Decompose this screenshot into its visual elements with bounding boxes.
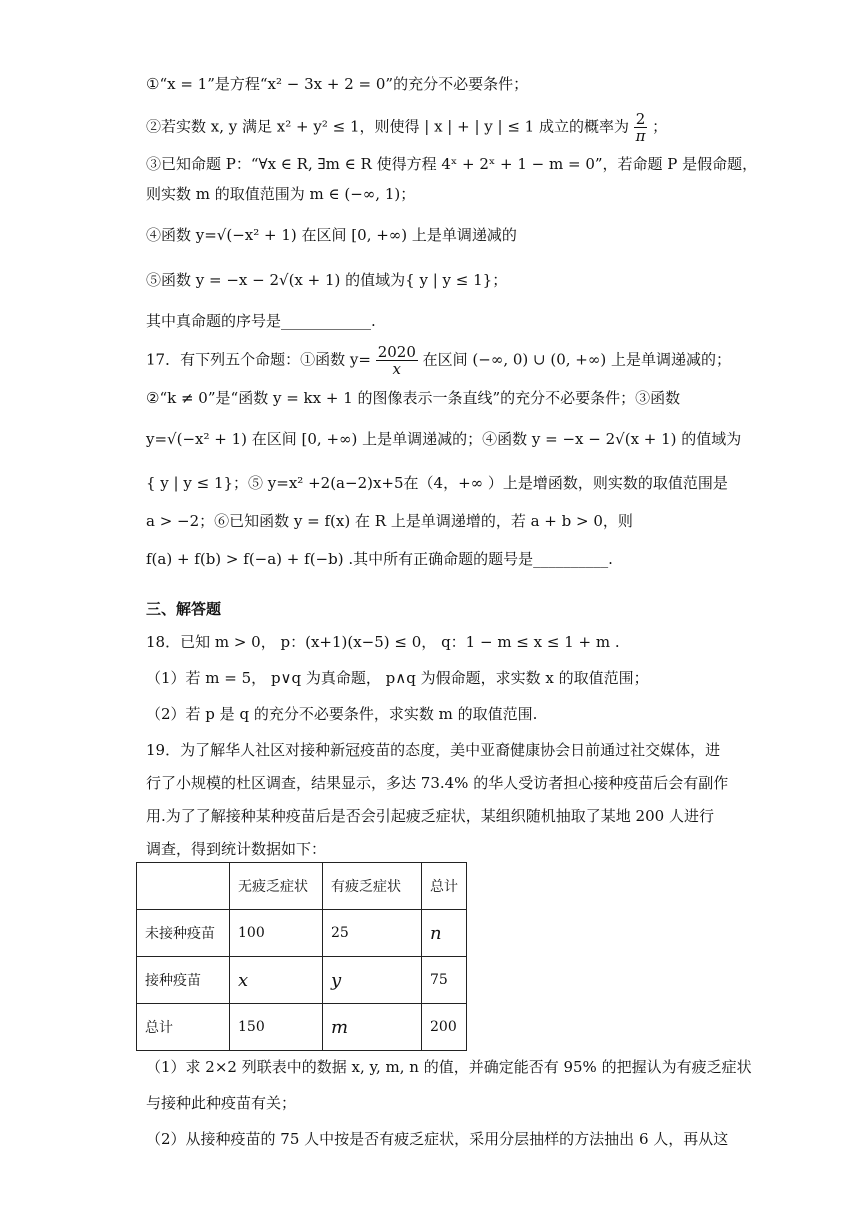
statistics-table <box>136 862 467 1051</box>
p19-q2: （2）从接种疫苗的 75 人中按是否有疲乏症状，采用分层抽样的方法抽出 6 人，再从这 <box>146 1130 729 1148</box>
fraction-denominator: x <box>392 360 402 378</box>
table-cell: m <box>323 1004 422 1051</box>
p16-item-5: ⑤函数 y = −x − 2√(x + 1) 的值域为{ y | y ≤ 1}； <box>146 271 508 289</box>
table-header-cell: 无疲乏症状 <box>230 863 323 910</box>
p16-item-2-end: ； <box>652 117 668 136</box>
p17-fraction <box>376 344 418 377</box>
p16-item-3b: 则实数 m 的取值范围为 m ∈ (−∞, 1)； <box>146 185 416 203</box>
fraction-numerator: 2 <box>635 110 646 128</box>
table-cell: 接种疫苗 <box>137 957 230 1004</box>
p19-q1-line-2: 与接种此种疫苗有关； <box>146 1094 297 1112</box>
table-cell: 75 <box>422 957 467 1004</box>
table-header-cell: 总计 <box>422 863 467 910</box>
p16-item-3a: ③已知命题 P：“∀x ∈ R, ∃m ∈ R 使得方程 4ˣ + 2ˣ + 1 − m = 0”，若命题 P 是假命题， <box>146 155 758 173</box>
section-heading: 三、解答题 <box>146 600 222 618</box>
p17-line-3: y=√(−x² + 1) 在区间 [0, +∞) 上是单调递减的；④函数 y = −x − 2√(x + 1) 的值域为 <box>146 430 742 448</box>
p18-stem: 18．已知 m > 0， p：(x+1)(x−5) ≤ 0， q：1 − m ≤ x ≤ 1 + m . <box>146 633 620 651</box>
table-row <box>137 1004 467 1051</box>
table-cell: 200 <box>422 1004 467 1051</box>
table-row <box>137 957 467 1004</box>
p17-line-2: ②“k ≠ 0”是“函数 y = kx + 1 的图像表示一条直线”的充分不必要条件；③函数 <box>146 389 681 407</box>
p19-line-4: 调查，得到统计数据如下： <box>146 840 327 858</box>
table-cell: x <box>230 957 323 1004</box>
fraction-numerator: 2020 <box>377 343 416 361</box>
table-cell: 150 <box>230 1004 323 1051</box>
p19-line-2: 行了小规模的杜区调查，结果显示，多达 73.4% 的华人受访者担心接种疫苗后会有副作 <box>146 774 729 792</box>
p17-line-5: a > −2；⑥已知函数 y = f(x) 在 R 上是单调递增的，若 a + b > 0，则 <box>146 512 633 530</box>
p17-line-4: { y | y ≤ 1}；⑤ y=x² +2(a−2)x+5在（4，+∞ ）上是增函数，则实数的取值范围是 <box>146 474 728 492</box>
p16-item-4: ④函数 y=√(−x² + 1) 在区间 [0, +∞) 上是单调递减的 <box>146 226 517 244</box>
table-row <box>137 910 467 957</box>
p17-line-1-end: 在区间 (−∞, 0) ∪ (0, +∞) 上是单调递减的； <box>422 350 731 369</box>
p18-part-2: （2）若 p 是 q 的充分不必要条件，求实数 m 的取值范围. <box>146 705 538 723</box>
table-header-cell: 有疲乏症状 <box>323 863 422 910</box>
table-cell: 25 <box>323 910 422 957</box>
p17-line-6: f(a) + f(b) > f(−a) + f(−b) .其中所有正确命题的题号是__________. <box>146 550 613 568</box>
p19-line-1: 19．为了解华人社区对接种新冠疫苗的态度，美中亚裔健康协会日前通过社交媒体，进 <box>146 741 721 759</box>
p16-item-1: ①“x = 1”是方程“x² − 3x + 2 = 0”的充分不必要条件； <box>146 75 529 93</box>
fraction-denominator: π <box>635 127 646 145</box>
p19-line-3: 用.为了了解接种某种疫苗后是否会引起疲乏症状，某组织随机抽取了某地 200 人进行 <box>146 807 714 825</box>
p17-line-1 <box>146 344 731 377</box>
p19-q1-line-1: （1）求 2×2 列联表中的数据 x, y, m, n 的值，并确定能否有 95% 的把握认为有疲乏症状 <box>146 1058 752 1076</box>
table-cell: 未接种疫苗 <box>137 910 230 957</box>
p16-item-2 <box>146 111 667 144</box>
table-cell: n <box>422 910 467 957</box>
table-header-cell <box>137 863 230 910</box>
p16-item-2-text: ②若实数 x, y 满足 x² + y² ≤ 1，则使得 | x | + | y | ≤ 1 成立的概率为 <box>146 117 629 136</box>
table-cell: y <box>323 957 422 1004</box>
p16-item-2-fraction <box>634 111 648 144</box>
table-cell: 100 <box>230 910 323 957</box>
p18-part-1: （1）若 m = 5， p∨q 为真命题， p∧q 为假命题，求实数 x 的取值范围； <box>146 669 649 687</box>
table-cell: 总计 <box>137 1004 230 1051</box>
p16-question: 其中真命题的序号是____________. <box>146 312 376 330</box>
table-header-row <box>137 863 467 910</box>
p17-line-1-text: 17．有下列五个命题：①函数 y= <box>146 350 371 369</box>
